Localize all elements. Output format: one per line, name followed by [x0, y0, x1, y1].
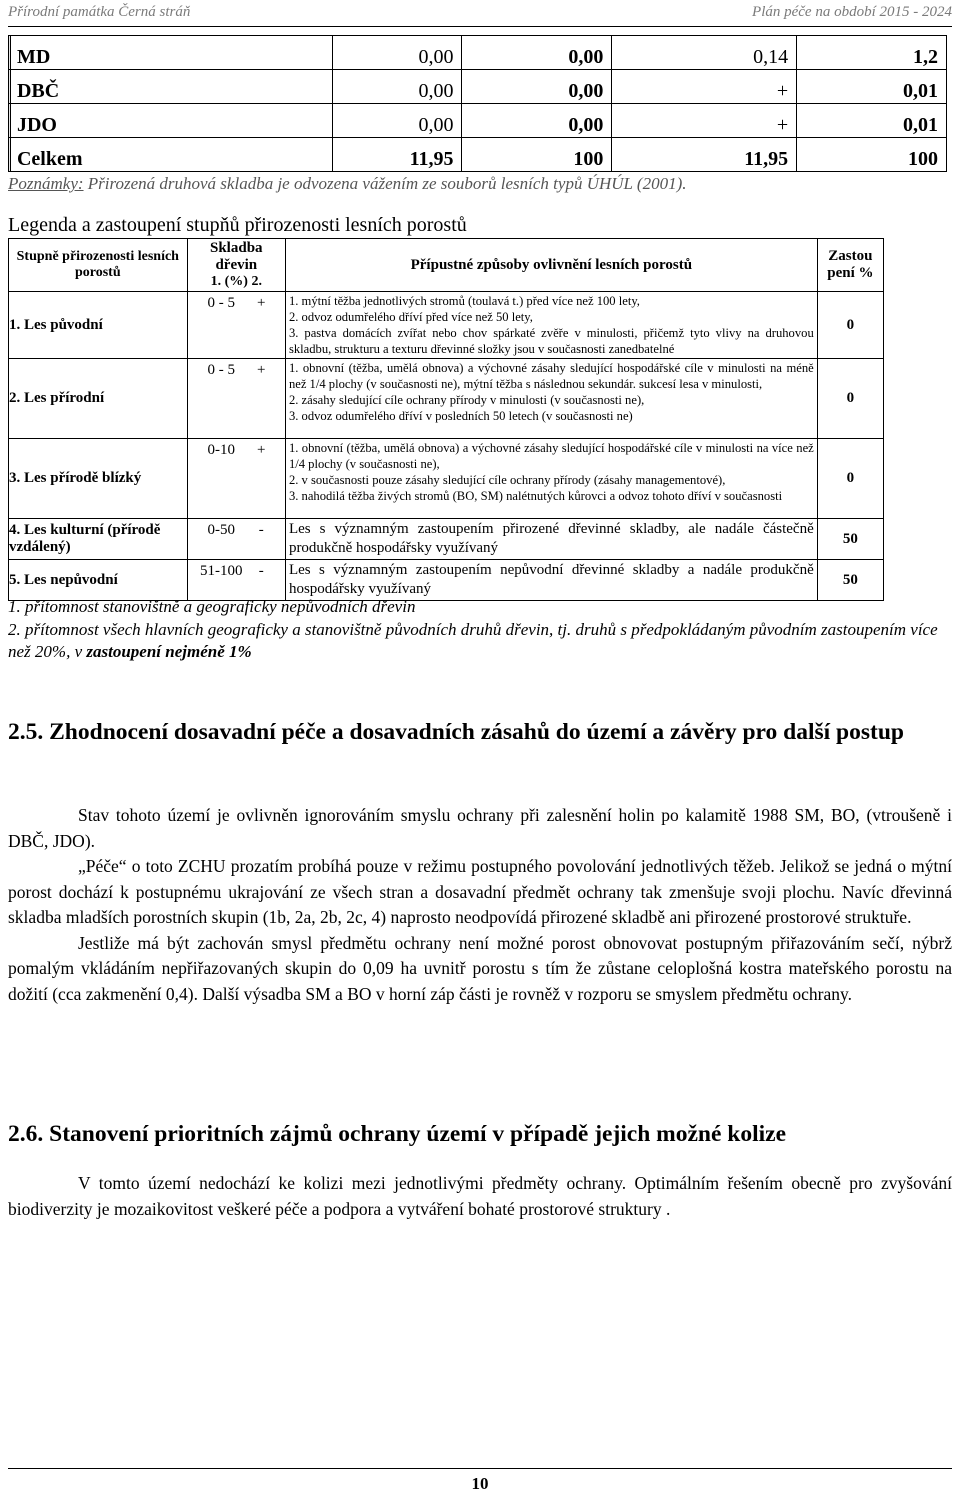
sign: + [257, 295, 266, 311]
paragraph: Stav tohoto území je ovlivněn ignorováním smyslu ochrany při zalesnění holin po kalamitě 1988 SM, BO, (vtroušeně i DBČ, JDO). [8, 805, 952, 851]
header-composition: Skladba dřevin [187, 239, 285, 275]
table-row [9, 104, 947, 138]
method-line: 2. zásahy sledující cíle ochrany přírody v minulosti (v současnosti ne), [288, 393, 645, 407]
footnote-1: 1. přítomnost stanovištně a geograficky nepůvodních dřevin [8, 597, 416, 616]
species-name: JDO [10, 104, 332, 138]
cell: 11,95 [612, 138, 797, 172]
cell: 100 [797, 138, 947, 172]
cell: 11,95 [332, 138, 462, 172]
section-2-5-title: 2.5. Zhodnocení dosavadní péče a dosavadních zásahů do území a závěry pro další postup [8, 719, 904, 745]
header-share: Zastou pení % [817, 239, 883, 292]
section-2-6-title: 2.6. Stanovení prioritních zájmů ochrany území v případě jejich možné kolize [8, 1121, 787, 1147]
header-naturalness: Stupně přirozenosti lesních porostů [9, 239, 188, 292]
footnote-2-text: 2. přítomnost všech hlavních geograficky a stanovištně původních druhů dřevin, tj. druhů s předpokládaným původním zastoupením více než 20%, v [8, 620, 938, 661]
cell: 0,00 [332, 36, 462, 70]
table-row [9, 36, 947, 70]
pct: 0 - 5 [207, 295, 236, 311]
pct: 51-100 [200, 563, 243, 579]
cell: + [612, 70, 797, 104]
paragraph: „Péče“ o toto ZCHU prozatím probíhá pouze v režimu postupného povolování jednotlivých těžeb. Jelikož se jedná o mýtní porost dochází k postupnému ukrajování ze všech stran a dosavadní předmět ochrany tak zmenšuje svoji plochu. Navíc dřevinná skladba mladších porostních skupin (1b, 2a, 2b, 2c, 4) naprosto neodpovídá přirozené skladbě ani přirozené prostorové struktuře. [8, 856, 952, 927]
cell: 0,00 [462, 36, 612, 70]
footnote-2 [8, 619, 952, 663]
table-row [9, 70, 947, 104]
category: 2. Les přírodní [9, 359, 188, 439]
total-label: Celkem [10, 138, 332, 172]
cell: 0,01 [797, 104, 947, 138]
method-line: 3. pastva domácích zvířat nebo chov spárkaté zvěře v minulosti, přičemž tyto vlivy na druhovou skladbu, strukturu a texturu dřevinné složky jsou v současnosti zanedbatelné [288, 326, 814, 356]
page-number: 10 [471, 1474, 489, 1493]
cell: 0,00 [462, 70, 612, 104]
species-name: DBČ [10, 70, 332, 104]
header-methods: Přípustné způsoby ovlivnění lesních porostů [285, 239, 817, 292]
section-2-5-body [8, 803, 952, 1007]
method-line: 1. obnovní (těžba, umělá obnova) a výchovné zásahy sledující hospodářské cíle v minulosti na více než 1/4 plochy (v současnosti ne), [288, 441, 814, 471]
note-text: Přirozená druhová skladba je odvozena vážením ze souborů lesních typů ÚHÚL (2001). [83, 174, 687, 193]
header-pct: 1. (%) [210, 274, 248, 289]
section-2-6-body [8, 1171, 952, 1222]
sign: + [257, 442, 266, 458]
table-row [9, 138, 947, 172]
category: 4. Les kulturní (přírodě vzdálený) [9, 519, 188, 560]
pct: 0-10 [207, 442, 236, 458]
sign: - [258, 522, 264, 538]
legend-header-row [9, 239, 884, 275]
page-header [8, 4, 952, 26]
paragraph: Jestliže má být zachován smysl předmětu ochrany není možné porost obnovovat postupným přiřazováním sečí, nýbrž pomalým vkládáním nepřiřazovaných skupin do 0,09 ha uvnitř porostu s tím že zůstane celoplošná kostra mateřského porostu na dožití (cca zakmenění 0,4). Další výsadba SM a BO v horní záp části je rovněž v rozporu se smyslem předmětu ochrany. [8, 932, 952, 1004]
legend-row [9, 560, 884, 601]
pct: 0-50 [207, 522, 236, 538]
method-line: 2. v současnosti pouze zásahy sledující cíle ochrany přírody (zásahy managementové), [288, 473, 726, 487]
header-rule [8, 26, 952, 27]
legend-row [9, 439, 884, 519]
paragraph: V tomto území nedochází ke kolizi mezi jednotlivými předměty ochrany. Optimálním řešením obecně pro zvyšování biodiverzity je mozaikovitost veškeré péče a podpora a vytváření bohaté prostorové struktury . [8, 1173, 952, 1219]
cell: 0,14 [612, 36, 797, 70]
category: 5. Les nepůvodní [9, 560, 188, 601]
legend-row [9, 292, 884, 359]
share: 50 [817, 560, 883, 601]
legend-title: Legenda a zastoupení stupňů přirozenosti lesních porostů [8, 214, 467, 236]
cell: 0,00 [332, 104, 462, 138]
share: 0 [817, 292, 883, 359]
method-line: 3. odvoz odumřelého dříví v posledních 50 letech (v současnosti ne) [288, 409, 633, 423]
method-line: Les s významným zastoupením přirozené dřevinné skladby, ale nadále částečně produkčně hospodářsky využívaný [288, 521, 814, 556]
cell: 0,01 [797, 70, 947, 104]
method-line: 1. obnovní (těžba, umělá obnova) a výchovné zásahy sledující hospodářské cíle v minulosti na méně než 1/4 plochy (v současnosti ne), mýtní těžba s následnou sekundár. sukcesí lesa v minulosti, [288, 361, 814, 391]
footnote-2-emphasis: zastoupení nejméně 1% [86, 642, 252, 661]
legend-row [9, 519, 884, 560]
cell: 0,00 [332, 70, 462, 104]
header-period: Plán péče na období 2015 - 2024 [752, 4, 952, 20]
legend-table [8, 238, 884, 601]
sign: - [258, 563, 264, 579]
species-name: MD [10, 36, 332, 70]
species-table [8, 35, 947, 172]
category: 3. Les přírodě blízký [9, 439, 188, 519]
cell: 1,2 [797, 36, 947, 70]
legend-row [9, 359, 884, 439]
method-line: 3. nahodilá těžba živých stromů (BO, SM) nalétnutých kůrovci a odvoz tohoto dříví v současnosti [288, 489, 783, 503]
category: 1. Les původní [9, 292, 188, 359]
cell: 100 [462, 138, 612, 172]
method-line: Les s významným zastoupením nepůvodní dřevinné skladby a nadále produkčně hospodářsky využívaný [288, 562, 814, 597]
share: 0 [817, 439, 883, 519]
method-line: 1. mýtní těžba jednotlivých stromů (toulavá t.) před více než 100 lety, [288, 294, 640, 308]
note-label: Poznámky: [8, 174, 84, 193]
footer-rule [8, 1468, 952, 1469]
cell: + [612, 104, 797, 138]
method-line: 2. odvoz odumřelého dříví před více než 50 lety, [288, 310, 533, 324]
header-two: 2. [251, 274, 262, 289]
sign: + [257, 362, 266, 378]
cell: 0,00 [462, 104, 612, 138]
share: 50 [817, 519, 883, 560]
share: 0 [817, 359, 883, 439]
header-title: Přírodní památka Černá stráň [8, 4, 191, 20]
table-note [8, 174, 687, 194]
pct: 0 - 5 [207, 362, 236, 378]
